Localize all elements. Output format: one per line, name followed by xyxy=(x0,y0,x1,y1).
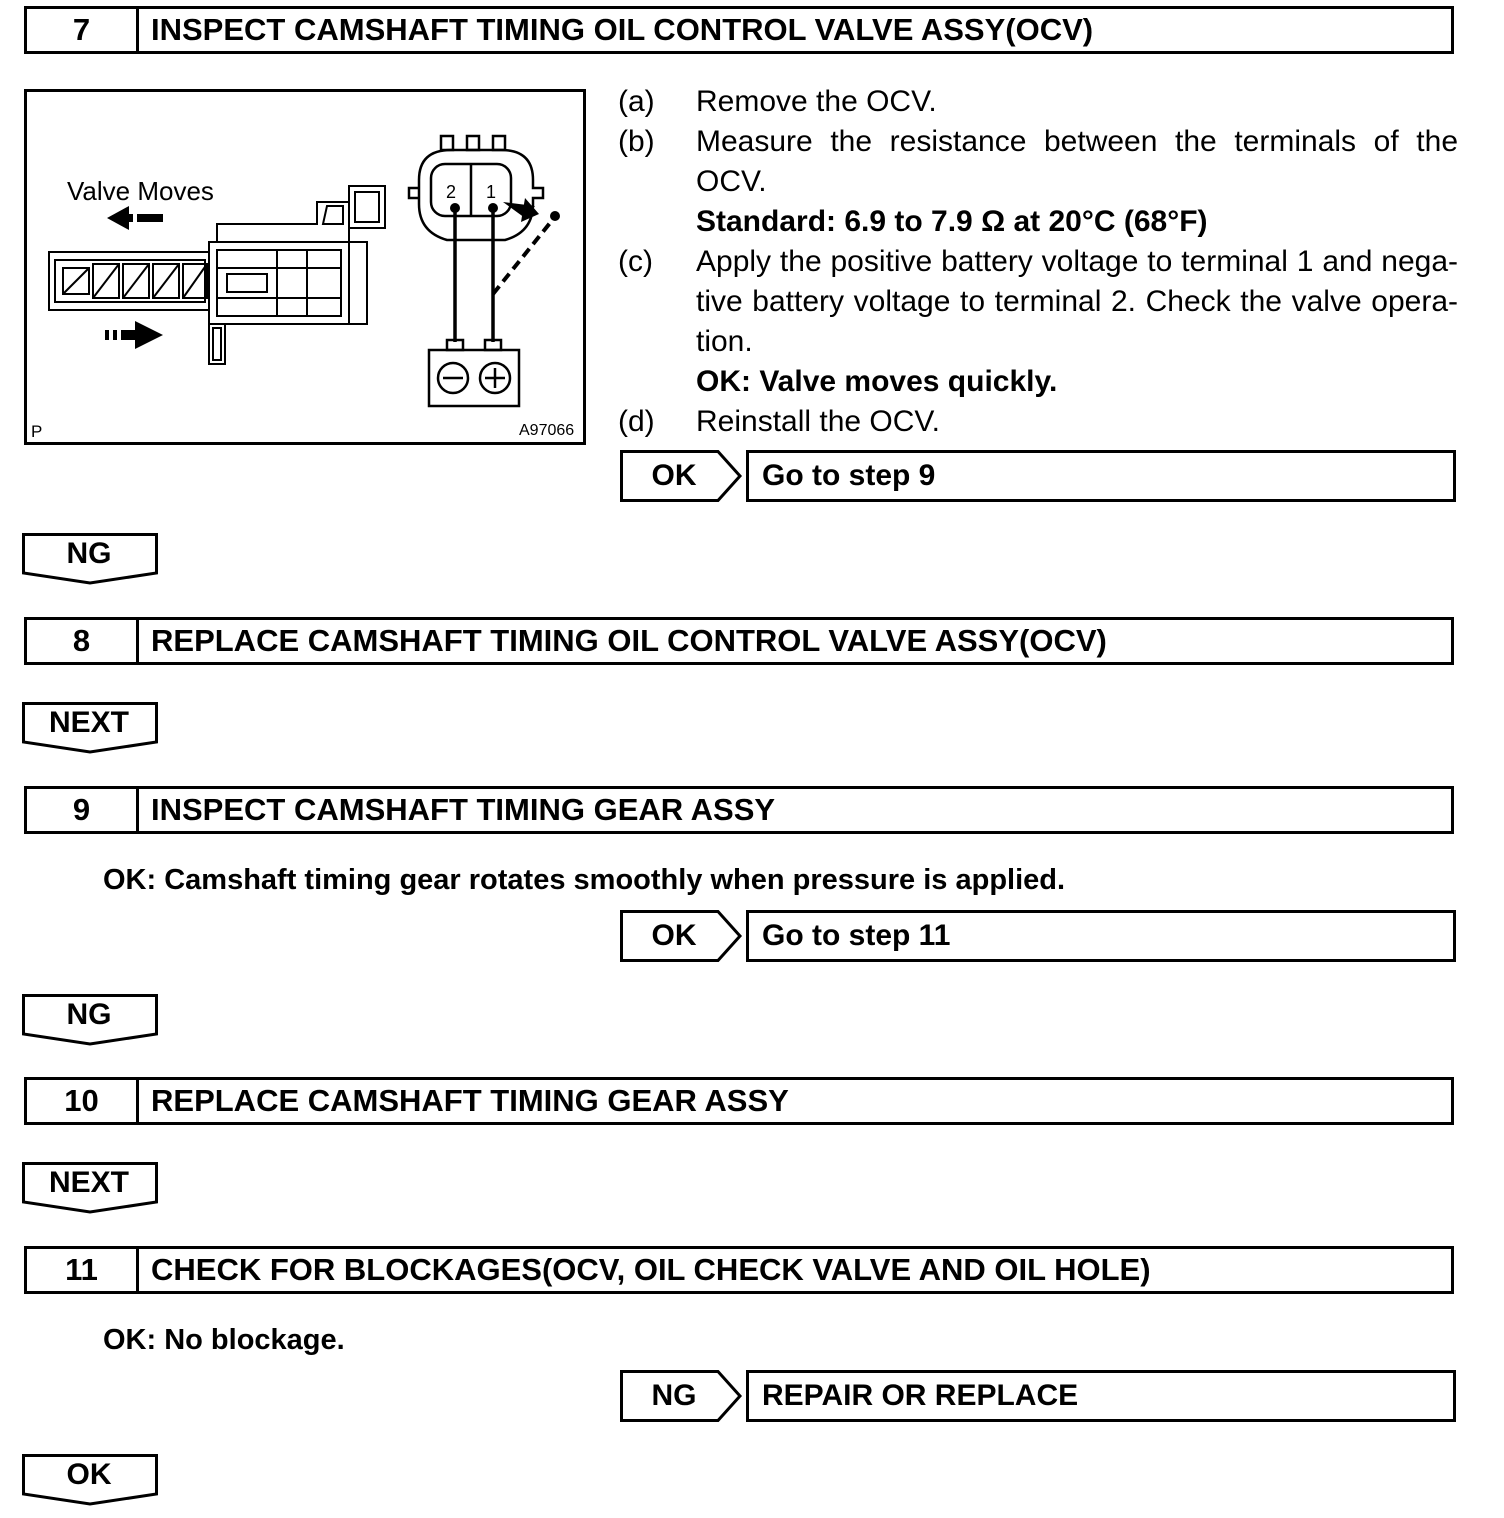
connector-icon xyxy=(409,136,543,240)
instruction-text-line: Measure the resistance between the terminals of the xyxy=(696,125,1458,158)
step-7-instructions xyxy=(618,82,1458,442)
ok-result xyxy=(618,362,1458,402)
step-8-header xyxy=(24,617,1454,665)
step-number: 8 xyxy=(27,620,139,662)
step-number: 9 xyxy=(27,789,139,831)
step-9-header xyxy=(24,786,1454,834)
instruction-c xyxy=(618,242,1458,362)
step-number: 7 xyxy=(27,9,139,51)
branch-action: Go to step 11 xyxy=(746,910,1456,962)
instruction-d xyxy=(618,402,1458,442)
step-9-ok-note: OK: Camshaft timing gear rotates smoothly when pressure is applied. xyxy=(103,864,1066,896)
step-11-ok-note: OK: No blockage. xyxy=(103,1324,345,1356)
flow-tag-label: NG xyxy=(66,998,112,1031)
valve-moves-label: Valve Moves xyxy=(67,176,214,206)
instruction-text-line: tive battery voltage to terminal 2. Check the valve opera- xyxy=(696,285,1458,318)
step-9-ng-tag[interactable] xyxy=(22,994,160,1046)
flow-tag-label: OK xyxy=(66,1458,112,1491)
step-10-header xyxy=(24,1077,1454,1125)
step-9-ok-branch[interactable] xyxy=(620,910,1456,962)
arrow-right-dashed-icon xyxy=(105,321,163,349)
flow-tag-label: NEXT xyxy=(48,706,129,739)
instruction-letter: (b) xyxy=(618,125,655,158)
step-10-next-tag[interactable] xyxy=(22,1162,160,1214)
branch-action: Go to step 9 xyxy=(746,450,1456,502)
terminal-2-label: 2 xyxy=(446,182,457,202)
instruction-letter: (a) xyxy=(618,85,655,118)
step-11-ng-branch[interactable] xyxy=(620,1370,1456,1422)
branch-label: NG xyxy=(651,1379,697,1412)
instruction-text-line: OCV. xyxy=(696,165,767,198)
battery-icon xyxy=(429,340,519,406)
branch-label: OK xyxy=(651,919,697,952)
step-number: 10 xyxy=(27,1080,139,1122)
branch-action: REPAIR OR REPLACE xyxy=(746,1370,1456,1422)
step-7-ng-tag[interactable] xyxy=(22,533,160,585)
instruction-b xyxy=(618,122,1458,202)
step-title: CHECK FOR BLOCKAGES(OCV, OIL CHECK VALVE AND OIL HOLE) xyxy=(151,1252,1151,1287)
figure-id: A97066 xyxy=(519,422,575,439)
arrow-left-icon xyxy=(107,206,163,230)
ocv-diagram xyxy=(24,89,586,445)
step-title: INSPECT CAMSHAFT TIMING GEAR ASSY xyxy=(151,792,776,827)
flow-tag-label: NG xyxy=(66,537,112,570)
ok-result-text: OK: Valve moves quickly. xyxy=(696,365,1058,398)
instruction-text: Remove the OCV. xyxy=(696,85,937,118)
flow-tag-label: NEXT xyxy=(48,1166,129,1199)
branch-label: OK xyxy=(651,459,697,492)
step-7-header xyxy=(24,6,1454,54)
step-title: INSPECT CAMSHAFT TIMING OIL CONTROL VALVE ASSY(OCV) xyxy=(151,12,1094,47)
standard-spec xyxy=(618,202,1458,242)
step-title: REPLACE CAMSHAFT TIMING OIL CONTROL VALVE ASSY(OCV) xyxy=(151,623,1107,658)
ocv-cross-section xyxy=(49,186,385,364)
step-title: REPLACE CAMSHAFT TIMING GEAR ASSY xyxy=(151,1083,789,1118)
instruction-text-line: Apply the positive battery voltage to terminal 1 and nega- xyxy=(696,245,1458,278)
instruction-a xyxy=(618,82,1458,122)
step-7-ok-branch[interactable] xyxy=(620,450,1456,502)
step-number: 11 xyxy=(27,1249,139,1291)
instruction-letter: (d) xyxy=(618,405,655,438)
step-11-ok-tag[interactable] xyxy=(22,1454,160,1506)
instruction-text-line: tion. xyxy=(696,325,753,358)
figure-corner-code: P xyxy=(31,422,43,441)
ocv-illustration xyxy=(27,92,583,442)
instruction-text: Reinstall the OCV. xyxy=(696,405,941,438)
standard-spec-text: Standard: 6.9 to 7.9 Ω at 20°C (68°F) xyxy=(696,205,1208,238)
instruction-letter: (c) xyxy=(618,245,653,278)
step-11-header xyxy=(24,1246,1454,1294)
terminal-1-label: 1 xyxy=(486,182,497,202)
step-8-next-tag[interactable] xyxy=(22,702,160,754)
